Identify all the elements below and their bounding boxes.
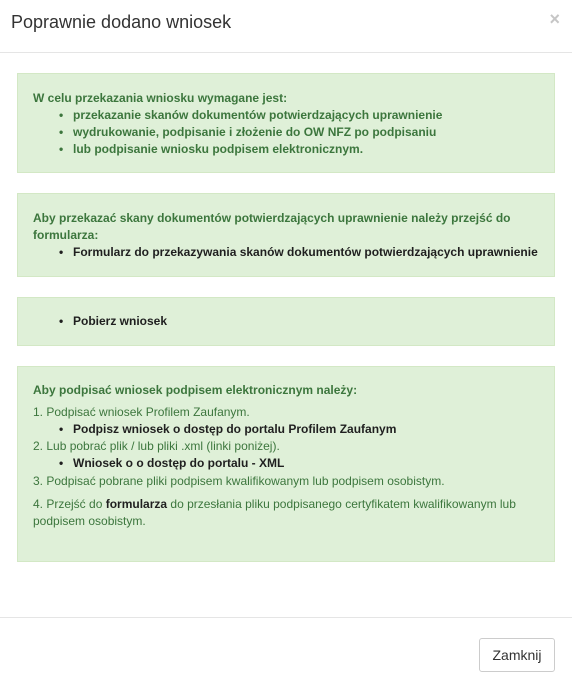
signed-file-form-link[interactable]: formularza (105, 497, 168, 511)
scan-upload-form-link[interactable]: • Formularz do przekazywania skanów dokumentów potwierdzających uprawnienie (73, 244, 538, 261)
download-alert (17, 297, 555, 346)
scan-upload-heading-line2: formularza: (33, 228, 99, 242)
requirement-item: • lub podpisanie wniosku podpisem elektronicznym. (73, 141, 363, 158)
close-icon[interactable]: × (549, 9, 560, 29)
requirement-item: • przekazanie skanów dokumentów potwierdzających uprawnienie (73, 107, 442, 124)
step-4-text (33, 496, 516, 513)
scan-upload-heading-line1: Aby przekazać skany dokumentów potwierdzających uprawnienie należy przejść do (33, 211, 511, 225)
step-2-text: 2. Lub pobrać plik / lub pliki .xml (linki poniżej). (33, 439, 280, 453)
dialog-footer (0, 617, 572, 687)
step-4-prefix: 4. Przejść do (33, 497, 106, 511)
xml-download-link[interactable]: • Wniosek o o dostęp do portalu - XML (73, 455, 284, 472)
requirements-alert (17, 73, 555, 173)
e-signature-heading: Aby podpisać wniosek podpisem elektronicznym należy: (33, 383, 358, 397)
e-signature-alert (17, 366, 555, 562)
step-1-text: 1. Podpisać wniosek Profilem Zaufanym. (33, 405, 250, 419)
requirements-heading: W celu przekazania wniosku wymagane jest: (33, 91, 288, 105)
dialog-title: Poprawnie dodano wniosek (11, 12, 232, 32)
dialog-header (0, 0, 572, 53)
scan-upload-alert (17, 193, 555, 277)
close-button[interactable]: Zamknij (479, 638, 555, 672)
step-3-text: 3. Podpisać pobrane pliki podpisem kwalifikowanym lub podpisem osobistym. (33, 474, 445, 488)
step-4-text-line2: podpisem osobistym. (33, 514, 146, 528)
trusted-profile-sign-link[interactable]: • Podpisz wniosek o dostęp do portalu Profilem Zaufanym (73, 421, 396, 438)
requirement-item: • wydrukowanie, podpisanie i złożenie do OW NFZ po podpisaniu (73, 124, 436, 141)
download-application-link[interactable]: • Pobierz wniosek (73, 313, 167, 330)
step-4-suffix: do przesłania pliku podpisanego certyfikatem kwalifikowanym lub (167, 497, 516, 511)
